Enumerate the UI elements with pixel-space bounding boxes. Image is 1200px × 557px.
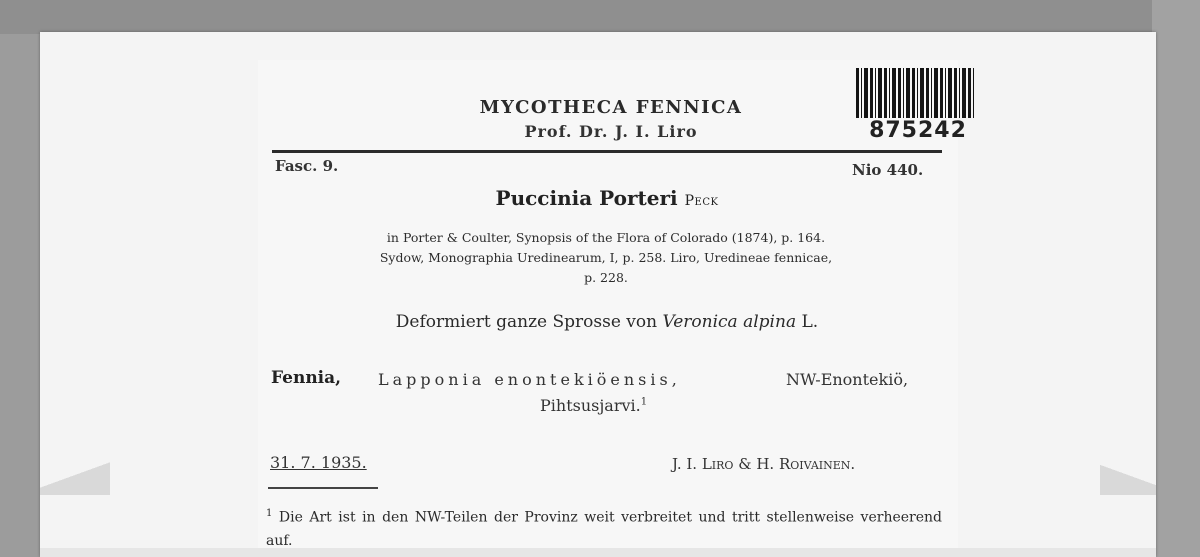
specimen-number: Nio 440. xyxy=(852,161,924,179)
collection-editor: Prof. Dr. J. I. Liro xyxy=(524,122,698,141)
locality-lake xyxy=(540,396,647,415)
host-author: L. xyxy=(801,312,819,332)
header-rule xyxy=(272,150,942,153)
locality-place: NW-Enontekiö, xyxy=(786,370,909,389)
reference-line: p. 228. xyxy=(584,270,628,285)
footnote xyxy=(266,502,942,553)
envelope-fold-left xyxy=(40,455,110,495)
fascicle-number: Fasc. 9. xyxy=(275,157,339,175)
collection-date: 31. 7. 1935. xyxy=(270,453,367,472)
barcode-number: 875242 xyxy=(869,118,967,143)
host-text: Deformiert ganze Sprosse von xyxy=(395,312,658,332)
locality-lake-name: Pihtsusjarvi. xyxy=(540,396,641,415)
species-author: Peck xyxy=(684,193,719,209)
reference-line: in Porter & Coulter, Synopsis of the Flora of Colorado (1874), p. 164. xyxy=(386,230,826,245)
collection-title: MYCOTHECA FENNICA xyxy=(479,97,743,118)
locality-country: Fennia, xyxy=(271,368,342,388)
barcode-icon xyxy=(856,68,976,118)
locality-region: Lapponia enontekiöensis, xyxy=(378,370,681,389)
footnote-rule xyxy=(268,487,378,489)
footnote-mark: 1 xyxy=(266,508,273,519)
reference-line: Sydow, Monographia Uredinearum, I, p. 258. Liro, Uredineae fennicae, xyxy=(379,250,833,265)
background-right xyxy=(1152,0,1200,557)
host-species: Veronica alpina xyxy=(662,312,797,332)
footnote-reference: 1 xyxy=(640,396,648,408)
species-binomial: Puccinia Porteri xyxy=(495,186,678,210)
collectors: J. I. Liro & H. Roivainen. xyxy=(672,455,856,473)
footnote-text: Die Art ist in den NW-Teilen der Provinz weit verbreitet und tritt stellenweise verheerend auf. xyxy=(266,509,942,549)
host-description xyxy=(272,312,942,332)
references xyxy=(268,228,944,288)
background-top xyxy=(0,0,1200,34)
envelope-fold-right xyxy=(1100,455,1156,495)
species-name xyxy=(272,186,942,210)
